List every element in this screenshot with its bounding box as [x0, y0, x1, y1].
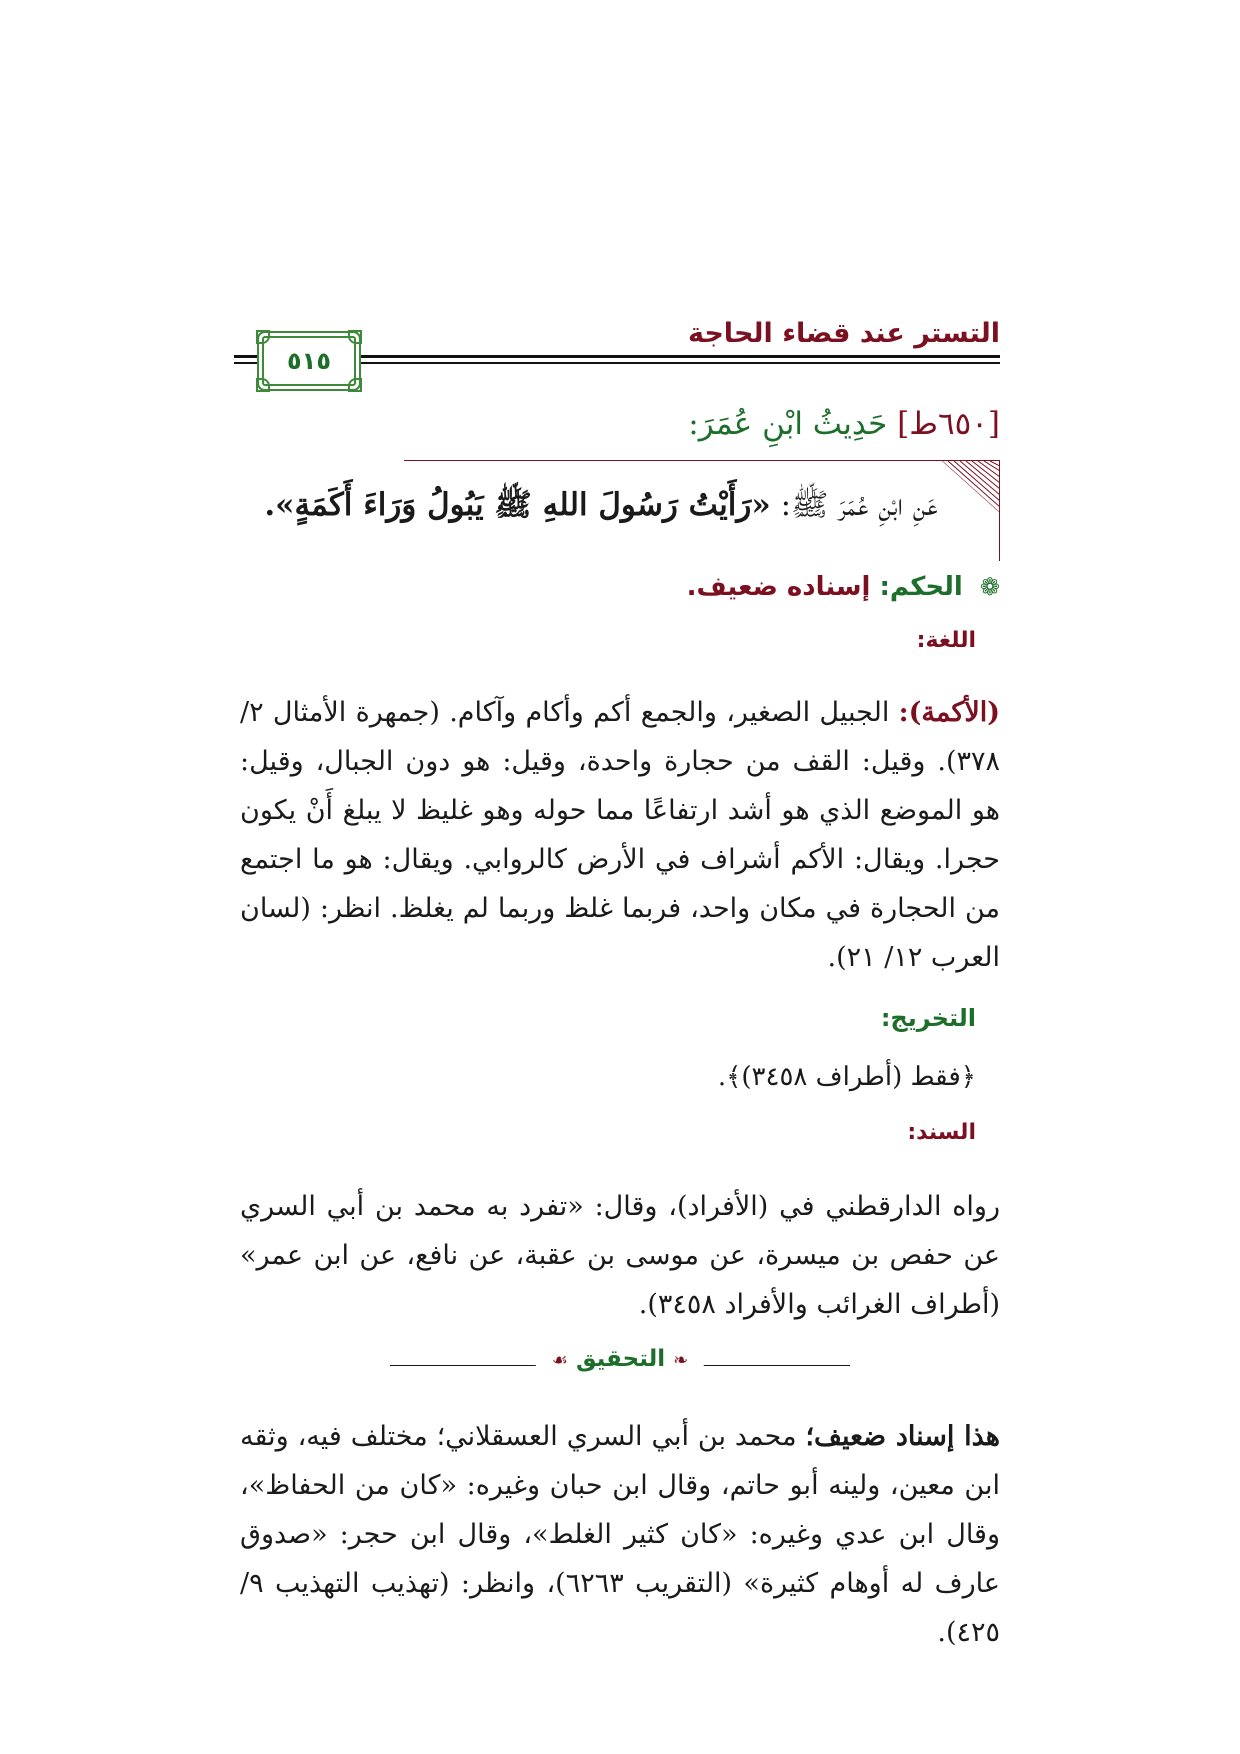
ornament-icon: ☙: [551, 1350, 568, 1371]
tahqiq-lead: هذا إسناد ضعيف؛: [805, 1421, 1000, 1452]
takhrij-text: ﴿فقط (أطراف ٣٤٥٨)﴾.: [717, 1062, 976, 1092]
tahqiq-heading: [536, 1346, 704, 1372]
hatched-corner-icon: [942, 461, 1000, 513]
takhrij-label: التخريج:: [880, 1004, 976, 1032]
ornament-corner-icon: [348, 330, 362, 344]
sanad-paragraph: رواه الدارقطني في (الأفراد)، وقال: «تفرد به محمد بن أبي السري عن حفص بن ميسرة، عن موسى بن عقبة، عن نافع، عن ابن عمر» (أطراف الغرائب والأفراد ٣٤٥٨).: [240, 1191, 1000, 1320]
page-number: ٥١٥: [287, 347, 331, 375]
ruling-line: [687, 572, 1000, 602]
running-title: التستر عند قضاء الحاجة: [687, 318, 1000, 349]
tahqiq-divider: [390, 1346, 850, 1374]
ornament-corner-icon: [348, 378, 362, 392]
hadith-frame-border: [999, 461, 1000, 561]
hadith-number: [٦٥٠ط]: [897, 406, 1000, 442]
header-rule-thin: [256, 362, 1000, 364]
language-paragraph: [240, 688, 1000, 982]
sanad-label: السند:: [907, 1120, 976, 1145]
hadith-text: [264, 486, 938, 531]
ornament-corner-icon: [256, 330, 270, 344]
header-rule-left-thin: [234, 362, 260, 364]
header-rule: [256, 355, 1000, 358]
hadith-quote: «رَأَيْتُ رَسُولَ اللهِ ﷺ يَبُولُ وَرَاءَ أَكَمَةٍ».: [264, 487, 771, 523]
language-term: (الأكمة):: [898, 697, 1000, 728]
narrator-intro: عَنِ ابْنِ عُمَرَ ﷺ:: [780, 487, 938, 523]
tahqiq-text: محمد بن أبي السري العسقلاني؛ مختلف فيه، وثقه ابن معين، ولينه أبو حاتم، وقال ابن حبان وغيره: «كان من الحفاظ»، وقال ابن عدي وغيره: «كان كثير الغلط»، وقال ابن حجر: «صدوق عارف له أوهام كثيرة» (التقريب ٦٢٦٣)، وانظر: (تهذيب التهذيب ٩/ ٤٢٥).: [240, 1421, 1001, 1648]
ornament-icon: ❧: [673, 1350, 689, 1371]
ruling-label: الحكم:: [879, 572, 963, 602]
language-text: الجبيل الصغير، والجمع أكم وأكام وآكام. (جمهرة الأمثال ٢/ ٣٧٨). وقيل: القف من حجارة واحدة، وقيل: هو دون الجبال، وقيل: هو الموضع الذي هو أشد ارتفاعًا مما حوله وهو غليظ لا يبلغ أَنْ يكون حجرا. ويقال: الأكم أشراف في الأرض كالروابي. ويقال: هو ما اجتمع من الحجارة في مكان واحد، فربما غلظ وربما لم يغلظ. انظر: (لسان العرب ١٢/ ٢١).: [240, 697, 1000, 973]
tahqiq-paragraph: [240, 1412, 1000, 1657]
page-number-badge: [262, 336, 356, 386]
heading-underline: [404, 460, 1000, 461]
language-label: اللغة:: [916, 628, 976, 653]
ruling-value: إسناده ضعيف.: [686, 572, 871, 602]
flower-ornament-icon: ❁: [979, 573, 1000, 601]
hadith-title: حَدِيثُ ابْنِ عُمَرَ:: [688, 406, 888, 442]
tahqiq-label: التحقيق: [575, 1346, 666, 1372]
hadith-heading: [688, 406, 1000, 442]
ornament-corner-icon: [256, 378, 270, 392]
header-rule-left: [234, 355, 260, 358]
